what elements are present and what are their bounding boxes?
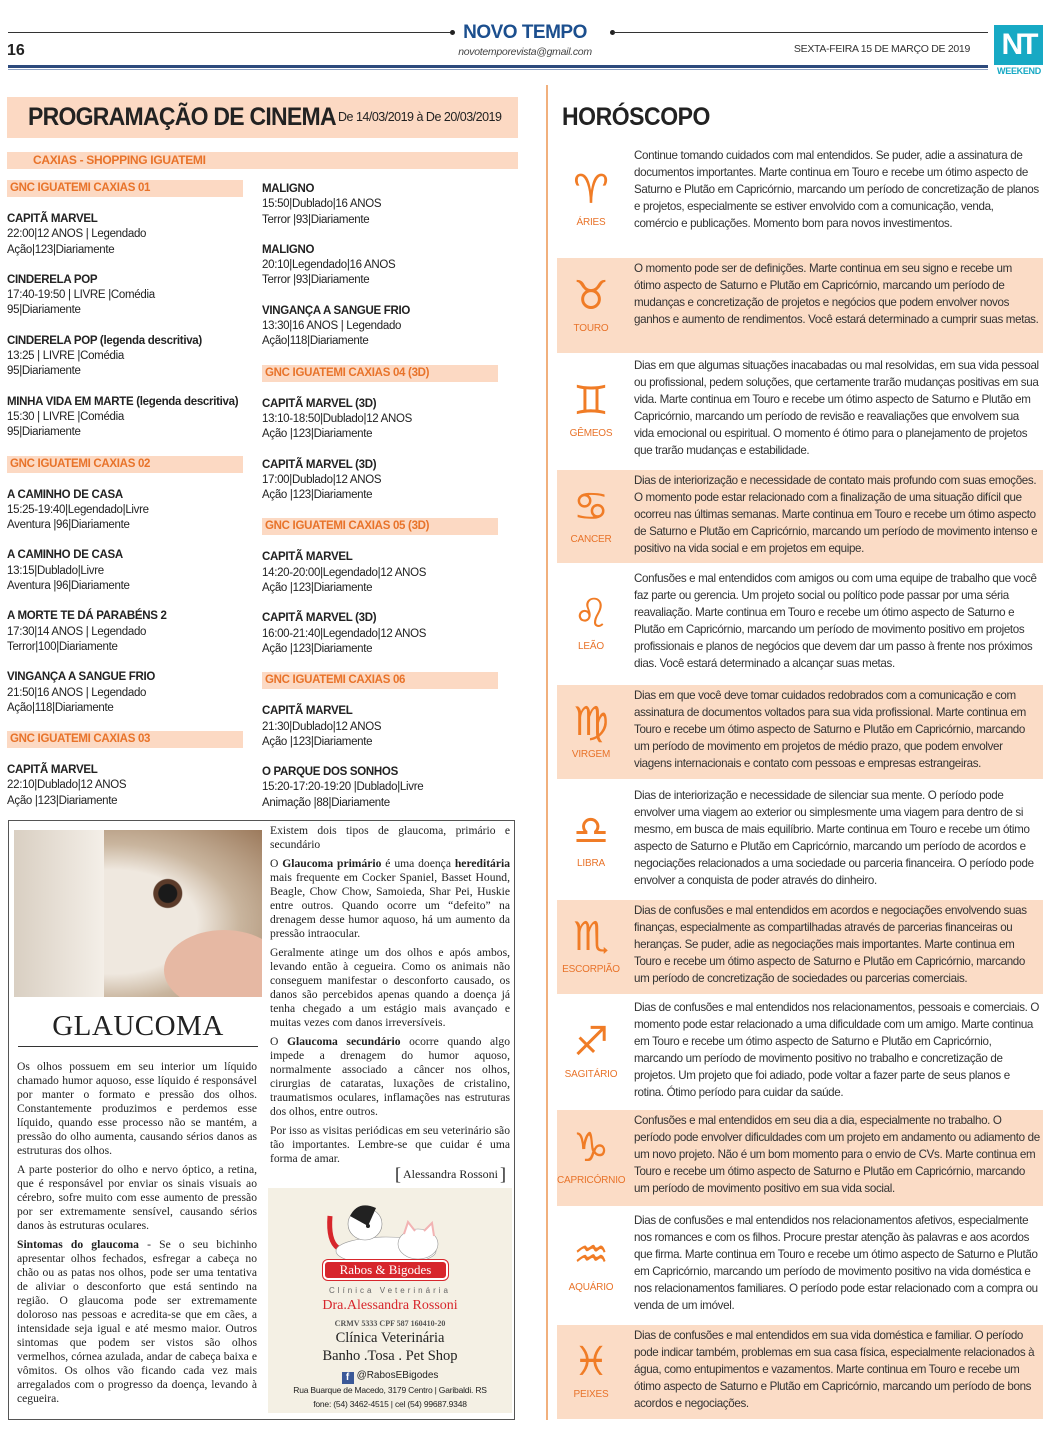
author-signature: [ Alessandra Rossoni ] — [395, 1164, 506, 1185]
horoscope-entry-aquarius — [557, 1210, 1043, 1320]
film-title: CAPITÃ MARVEL — [262, 551, 353, 564]
theater-room-header: GNC IGUATEMI CAXIAS 04 (3D) — [262, 365, 498, 382]
theater-room-header: GNC IGUATEMI CAXIAS 01 — [7, 180, 243, 197]
film-details: Ação|118|Diariamente — [7, 701, 114, 714]
horoscope-entry-capricorn — [557, 1110, 1043, 1206]
facebook-handle: @RabosEBigodes — [356, 1370, 439, 1381]
showtimes: 17:40-19:50 | LIVRE |Comédia — [7, 289, 155, 302]
film-title: CAPITÃ MARVEL — [7, 213, 98, 225]
horoscope-title: HORÓSCOPO — [562, 103, 710, 131]
film-details: 95|Diariamente — [7, 426, 81, 439]
contact-email[interactable]: novotemporevista@gmail.com — [458, 46, 592, 58]
film-details: Terror|100|Diariamente — [7, 640, 118, 653]
film-title: VINGANÇA A SANGUE FRIO — [7, 671, 156, 684]
sign-forecast: Dias de interiorização e necessidade de silenciar sua mente. O período pode envolver uma viagem ao exterior ou simplesmente uma viagem para dentro de si mesmo, em busca de mais equilíbrio. Marte continua em Touro e recebe um ótimo aspecto de Saturno e Plutão em Capricórnio, marcando um período de acordos e negociações relacionados a uma sociedade ou parceria financeira. O período pode envolver a conquista de poder através do dinheiro. — [634, 789, 1034, 887]
film-details: Aventura |96|Diariamente — [7, 519, 130, 532]
film-listing — [262, 397, 502, 443]
showtimes: 13:10-18:50|Dublado|12 ANOS — [262, 412, 413, 425]
libra-icon: ♎ — [573, 808, 609, 854]
capricorn-icon: ♑ — [573, 1125, 609, 1171]
sagittarius-icon: ♐ — [573, 1019, 609, 1065]
sign-name: LEÃO — [578, 641, 604, 652]
cinema-date-range: De 14/03/2019 à De 20/03/2019 — [338, 110, 502, 124]
film-details: 95|Diariamente — [7, 304, 81, 317]
sign-name: AQUÁRIO — [568, 1282, 614, 1293]
article-body-left — [17, 1060, 257, 1411]
sign-forecast: Dias de confusões e mal entendidos em acordos e negociações envolvendo suas finanças, especialmente as compartilhadas através de parcerias financeiras ou heranças. Se puder, adie as negociações mais importantes. Marte continua em Touro e recebe um ótimo aspecto de Saturno e Plutão em Capricórnio, marcando um período de concretização de sociedades ou parcerias comerciais. — [634, 904, 1027, 985]
sign-name: ESCORPIÃO — [562, 964, 620, 975]
text: - Se o seu bichinho apresentar olhos fechados, esfregar a cabeça no chão ou as patas nos olhos, pode ser uma tentativa de aliviar o desconforto que está sentindo na região. O glaucoma pode ser extremamente doloroso nas pessoas e acredita-se que em cães, a intensidade seja igual e até mesmo maior. Outros sintomas que podem ser vistos são olhos vermelhos, córnea azulada, andar de cabeça baixa e vômitos. Os olhos vão ficando cada vez mais arregalados com o progresso da doença, levando à cegueira. — [17, 1238, 257, 1405]
sign-name: PEIXES — [573, 1389, 609, 1400]
vet-clinic-ad[interactable] — [268, 1188, 512, 1413]
aries-icon: ♈ — [573, 167, 609, 213]
sign-name: LIBRA — [577, 858, 605, 869]
cancer-icon: ♋ — [573, 483, 609, 530]
header-divider-thin — [8, 69, 988, 70]
sign-forecast: Continue tomando cuidados com mal entendidos. Se puder, adie a assinatura de documentos importantes. Marte continua em Touro e recebe um ótimo aspecto de Saturno e Plutão em Capricórnio, marcando um período de concretização de planos e projetos, especialmente se estiver envolvido com a comunicação, venda, comércio e publicações. Momento bom para novos investimentos. — [634, 149, 1039, 230]
showtimes: 15:25-19:40|Legendado|Livre — [7, 503, 149, 516]
film-listing — [262, 243, 502, 289]
film-title: CINDERELA POP (legenda descritiva) — [7, 334, 202, 347]
showtimes: 15:50|Dublado|16 ANOS — [262, 198, 382, 211]
horoscope-entry-pisces — [557, 1325, 1043, 1419]
film-details: Ação |123|Diariamente — [262, 582, 373, 595]
sign-name: SAGITÁRIO — [564, 1069, 618, 1080]
ad-tagline: Clínica Veterinária — [329, 1286, 451, 1295]
text: ocorre quando algo impede a drenagem do humor aquoso, normalmente associado a câncer nos olhos, cirurgias de cataratas, luxações de cristalino, traumatismos oculares, inflamações nas estruturas dos olhos, entre outros. — [270, 1035, 510, 1118]
theater-room-header: GNC IGUATEMI CAXIAS 06 — [262, 672, 498, 689]
horoscope-entry-scorpio — [557, 900, 1043, 994]
ad-phone: fone: (54) 3462-4515 | cel (54) 99687.9348 — [313, 1399, 467, 1409]
virgo-icon: ♍ — [573, 699, 609, 745]
aquarius-icon: ♒ — [573, 1232, 609, 1278]
film-title: CAPITÃ MARVEL — [262, 705, 353, 718]
dog-eye-photo — [14, 830, 262, 997]
horoscope-entry-virgo — [557, 685, 1043, 779]
facebook-icon: f — [342, 1372, 354, 1384]
cinema-column-right — [262, 182, 502, 826]
dog-and-cat-illustration — [268, 1196, 512, 1266]
article-title: GLAUCOMA — [52, 1010, 224, 1042]
film-title: MALIGNO — [262, 183, 315, 195]
sign-name: CANCER — [570, 533, 612, 545]
sign-name: VIRGEM — [571, 749, 611, 760]
ad-registry: CRMV 5333 CPF 587 160410-20 — [334, 1319, 446, 1328]
film-details: Ação |123|Diariamente — [262, 489, 373, 502]
article-paragraph — [17, 1163, 257, 1233]
showtimes: 13:30|16 ANOS | Legendado — [262, 320, 402, 333]
showtimes: 17:00|Dublado|12 ANOS — [262, 473, 382, 486]
header-rule-left — [8, 32, 453, 33]
scorpio-icon: ♏ — [573, 914, 609, 960]
showtimes: 16:00-21:40|Legendado|12 ANOS — [262, 627, 427, 640]
film-details: Ação |123|Diariamente — [262, 428, 373, 441]
publication-name: NOVO TEMPO — [463, 22, 587, 43]
sign-forecast: O momento pode ser de definições. Marte continua em seu signo e recebe um ótimo aspecto de Saturno e Plutão em Capricórnio, marcando um período de mudanças e concretização de projetos e negócios que podem envolver novos ganhos e aumento de rendimentos. Você estará determinado a cumprir suas metas. — [634, 262, 1039, 326]
film-title: A CAMINHO DE CASA — [7, 549, 123, 562]
showtimes: 15:20-17:20-19:20 |Dublado|Livre — [262, 781, 424, 794]
film-details: Ação |123|Diariamente — [7, 794, 118, 807]
showtimes: 21:30|Dublado|12 ANOS — [262, 720, 382, 733]
theater-room-header: GNC IGUATEMI CAXIAS 05 (3D) — [262, 518, 498, 535]
film-title: MALIGNO — [262, 243, 315, 256]
film-listing — [262, 704, 502, 750]
film-title: CAPITÃ MARVEL (3D) — [262, 458, 377, 471]
showtimes: 13:15|Dublado|Livre — [7, 564, 104, 577]
film-title: VINGANÇA A SANGUE FRIO — [262, 304, 411, 317]
sign-forecast: Dias em que você deve tomar cuidados redobrados com a comunicação e com assinatura de documentos voltados para sua vida profissional. Marte continua em Touro e recebe um ótimo aspecto de Saturno e Plutão em Capricórnio, marcando um período de movimento em projetos de médio prazo, que podem envolver viagens internacionais e contato com pessoas e empresas estrangeiras. — [634, 689, 1026, 770]
page-number: 16 — [7, 42, 25, 59]
film-listing — [262, 550, 502, 596]
sign-forecast: Confusões e mal entendidos em seu dia a dia, especialmente no trabalho. O período pode envolver dificuldades com um projeto em andamento ou adiamento de um novo projeto. Não é um bom momento para o envio de CVs. Marte continua em Touro e recebe um ótimo aspecto de Saturno e Plutão em Capricórnio, marcando um período de movimento positivo em sua vida social. — [634, 1114, 1040, 1195]
film-title: A MORTE TE DÁ PARABÉNS 2 — [7, 610, 167, 623]
ad-line-2: Banho .Tosa . Pet Shop — [322, 1348, 458, 1364]
film-title: MINHA VIDA EM MARTE (legenda descritiva) — [7, 395, 239, 408]
film-listing — [262, 304, 502, 350]
bold-term: Glaucoma secundário — [286, 1035, 401, 1048]
sign-name: ÁRIES — [576, 217, 606, 228]
article-paragraph: Geralmente atinge um dos olhos e após ambos, levando então à cegueira. Como os animais não conseguem manifestar o desconforto causado, os danos são percebidos apenas quando a doença já tenha chegado a um estágio mais avançado e muitas vezes com danos irreversíveis. — [270, 946, 510, 1029]
film-title: CINDERELA POP — [7, 273, 98, 286]
film-listing — [7, 334, 247, 380]
film-details: Ação|123|Diariamente — [7, 243, 115, 256]
gemini-icon: ♊ — [573, 378, 609, 424]
text: mais frequente em Cocker Spaniel, Basset Hound, Beagle, Chow Chow, Samoieda, Shar Pei, Huskie entre outros. Quando ocorre um “defeito” na drenagem desse humor aquoso, há um aumento da pressão intraocular. — [270, 871, 510, 940]
horoscope-entry-aries — [557, 145, 1043, 255]
ad-brand-banner: Rabos & Bigodes — [323, 1260, 448, 1280]
horoscope-entry-sagittarius — [557, 997, 1043, 1107]
showtimes: 20:10|Legendado|16 ANOS — [262, 259, 396, 272]
film-details: 95|Diariamente — [7, 365, 81, 378]
article-paragraph — [17, 1060, 257, 1158]
film-listing — [7, 395, 247, 441]
film-listing — [262, 458, 502, 504]
film-listing — [7, 763, 247, 809]
film-details: Ação |123|Diariamente — [262, 735, 373, 748]
sign-forecast: Dias de confusões e mal entendidos nos relacionamentos afetivos, especialmente nos romances e com os filhos. Procure prestar atenção às palavras e aos acordos que firma. Marte continua em Touro e recebe um ótimo aspecto de Saturno e Plutão em Capricórnio, marcando um período de movimento positivo na vida doméstica e nos relacionamentos familiares. O período pode estar relacionado com a compra ou venda de um imóvel. — [634, 1214, 1038, 1312]
film-details: Ação|118|Diariamente — [262, 335, 369, 348]
text: A parte posterior do olho e nervo óptico, a retina, que é responsável por enviar os sinais visuais ao cérebro, sofre muito com esse aumento de pressão por ser extremamente sensível, causando sérios danos às estruturas oculares. — [17, 1163, 257, 1232]
film-details: Terror |93|Diariamente — [262, 213, 370, 226]
bold-term: hereditária — [454, 857, 511, 870]
film-listing — [262, 765, 502, 811]
film-title: A CAMINHO DE CASA — [7, 488, 123, 501]
film-details: Animação |88|Diariamente — [262, 796, 390, 809]
film-title: CAPITÃ MARVEL — [7, 764, 98, 777]
issue-date: SEXTA-FEIRA 15 DE MARÇO DE 2019 — [793, 43, 970, 55]
film-listing — [7, 609, 247, 655]
taurus-icon: ♉ — [573, 272, 609, 319]
showtimes: 21:50|16 ANOS | Legendado — [7, 686, 147, 699]
ad-facebook[interactable] — [268, 1370, 512, 1384]
film-listing — [7, 548, 247, 594]
sign-name: TOURO — [573, 322, 609, 334]
leo-icon: ♌ — [573, 591, 609, 637]
showtimes: 22:10|Dublado|12 ANOS — [7, 779, 127, 792]
ad-doctor-name: Dra.Alessandra Rossoni — [322, 1298, 458, 1313]
film-listing — [7, 488, 247, 534]
column-divider — [546, 85, 548, 1420]
article-paragraph: Por isso as visitas periódicas em seu veterinário são tão importantes. Lembre-se que cuidar é uma forma de amar. — [270, 1124, 510, 1165]
film-listing — [262, 182, 502, 228]
bold-term: Glaucoma primário — [282, 857, 382, 870]
cinema-column-left — [7, 180, 247, 824]
sign-forecast: Confusões e mal entendidos com amigos ou com uma equipe de trabalho que você faz parte ou gerencia. Um projeto social ou político pode passar por uma séria reavaliação. Marte continua em Touro e recebe um ótimo aspecto de Saturno e Plutão em Capricórnio, marcando um período de movimento positivo em projetos profissionais e planos de negócios que devem dar um passo à frente nos próximos dias. Você estará determinado a alcançar suas metas. — [634, 572, 1037, 670]
showtimes: 17:30|14 ANOS | Legendado — [7, 625, 147, 638]
horoscope-entry-libra — [557, 785, 1043, 897]
article-paragraph: Existem dois tipos de glaucoma, primário e secundário — [270, 824, 510, 851]
sign-name: GÊMEOS — [569, 428, 613, 439]
article-paragraph — [270, 1035, 510, 1119]
film-details: Ação |123|Diariamente — [262, 642, 373, 655]
film-details: Terror |93|Diariamente — [262, 274, 370, 287]
theater-room-header: GNC IGUATEMI CAXIAS 03 — [7, 731, 243, 748]
sign-forecast: Dias de confusões e mal entendidos nos relacionamentos, pessoais e comerciais. O momento pode estar relacionado a uma dificuldade com um amigo. Marte continua em Touro e recebe um ótimo aspecto de Saturno e Plutão em Capricórnio, marcando um período de movimento positivo no trabalho e concretização de projetos. Um projeto que foi adiado, pode voltar a fazer parte de seus planos e rotina. Ótimo período para cuidar da saúde. — [634, 1001, 1040, 1099]
horoscope-entry-cancer — [557, 470, 1043, 563]
logo-subtitle: WEEKEND — [997, 66, 1041, 76]
horoscope-entry-leo — [557, 568, 1043, 680]
film-listing — [7, 273, 247, 319]
pisces-icon: ♓ — [573, 1339, 609, 1385]
film-listing — [7, 670, 247, 716]
showtimes: 22:00|12 ANOS | Legendado — [7, 228, 147, 241]
showtimes: 14:20-20:00|Legendado|12 ANOS — [262, 566, 427, 579]
text: Os olhos possuem em seu interior um líquido chamado humor aquoso, esse líquido é responsável por manter o formato e pressão dos olhos. Constantemente produzimos e perdemos esse líquido, quando esse processo não se mantém, a pressão do olho aumenta, causando sérios danos as estruturas dos olhos. — [17, 1060, 257, 1157]
cinema-location: CAXIAS - SHOPPING IGUATEMI — [33, 153, 206, 167]
text: O — [270, 1035, 287, 1048]
ad-line-1: Clínica Veterinária — [335, 1330, 445, 1346]
title-underline — [18, 1046, 258, 1047]
header-divider — [8, 65, 988, 68]
header-rule-right — [613, 32, 988, 33]
ad-address: Rua Buarque de Macedo, 3179 Centro | Garibaldi. RS — [293, 1385, 487, 1395]
horoscope-entry-taurus — [557, 258, 1043, 353]
sign-forecast: Dias de confusões e mal entendidos em sua vida doméstica e familiar. O período pode indicar também, problemas em sua casa física, especialmente relacionados à água, como entupimentos e vazamentos. Marte continua em Touro e recebe um ótimo aspecto de Saturno e Plutão em Capricórnio, marcando um período de bons acordos e negociações. — [634, 1329, 1035, 1410]
nt-logo: NT — [994, 25, 1043, 65]
showtimes: 15:30 | LIVRE |Comédia — [7, 410, 124, 423]
film-listing — [262, 611, 502, 657]
film-title: CAPITÃ MARVEL (3D) — [262, 612, 377, 625]
film-details: Aventura |96|Diariamente — [7, 580, 130, 593]
bold-term: Sintomas do glaucoma — [17, 1238, 139, 1251]
cinema-title: PROGRAMAÇÃO DE CINEMA — [28, 103, 336, 131]
text: O — [270, 857, 283, 870]
film-listing — [7, 212, 247, 258]
sign-name: CAPRICÓRNIO — [557, 1175, 626, 1186]
article-paragraph — [17, 1238, 257, 1406]
article-paragraph — [270, 857, 510, 941]
film-title: CAPITÃ MARVEL (3D) — [262, 397, 377, 410]
film-title: O PARQUE DOS SONHOS — [262, 766, 398, 779]
sign-forecast: Dias em que algumas situações inacabadas ou mal resolvidas, em sua vida pessoal ou profissional, pedem soluções, que certamente trarão mudanças positivas em sua vida. Marte continua em Touro e recebe um ótimo aspecto de Saturno e Plutão em Capricórnio, marcando um período de revisão e reavaliações que envolvem sua vida emocional ou espiritual. O momento é ótimo para o planejamento de projetos que trarão mudanças e estabilidade. — [634, 359, 1039, 457]
text: é uma doença — [381, 857, 455, 870]
horoscope-entry-gemini — [557, 355, 1043, 467]
article-body-right — [270, 824, 510, 1171]
sign-forecast: Dias de interiorização e necessidade de contato mais profundo com suas emoções. O momento pode estar relacionado com a finalização de uma situação difícil que ocorreu nas últimas semanas. Marte continua em Touro e recebe um ótimo aspecto de Saturno e Plutão em Capricórnio, marcando um período de movimento intenso e positivo na vida social e em projetos em equipe. — [634, 474, 1038, 555]
showtimes: 13:25 | LIVRE |Comédia — [7, 350, 124, 363]
theater-room-header: GNC IGUATEMI CAXIAS 02 — [7, 456, 243, 473]
